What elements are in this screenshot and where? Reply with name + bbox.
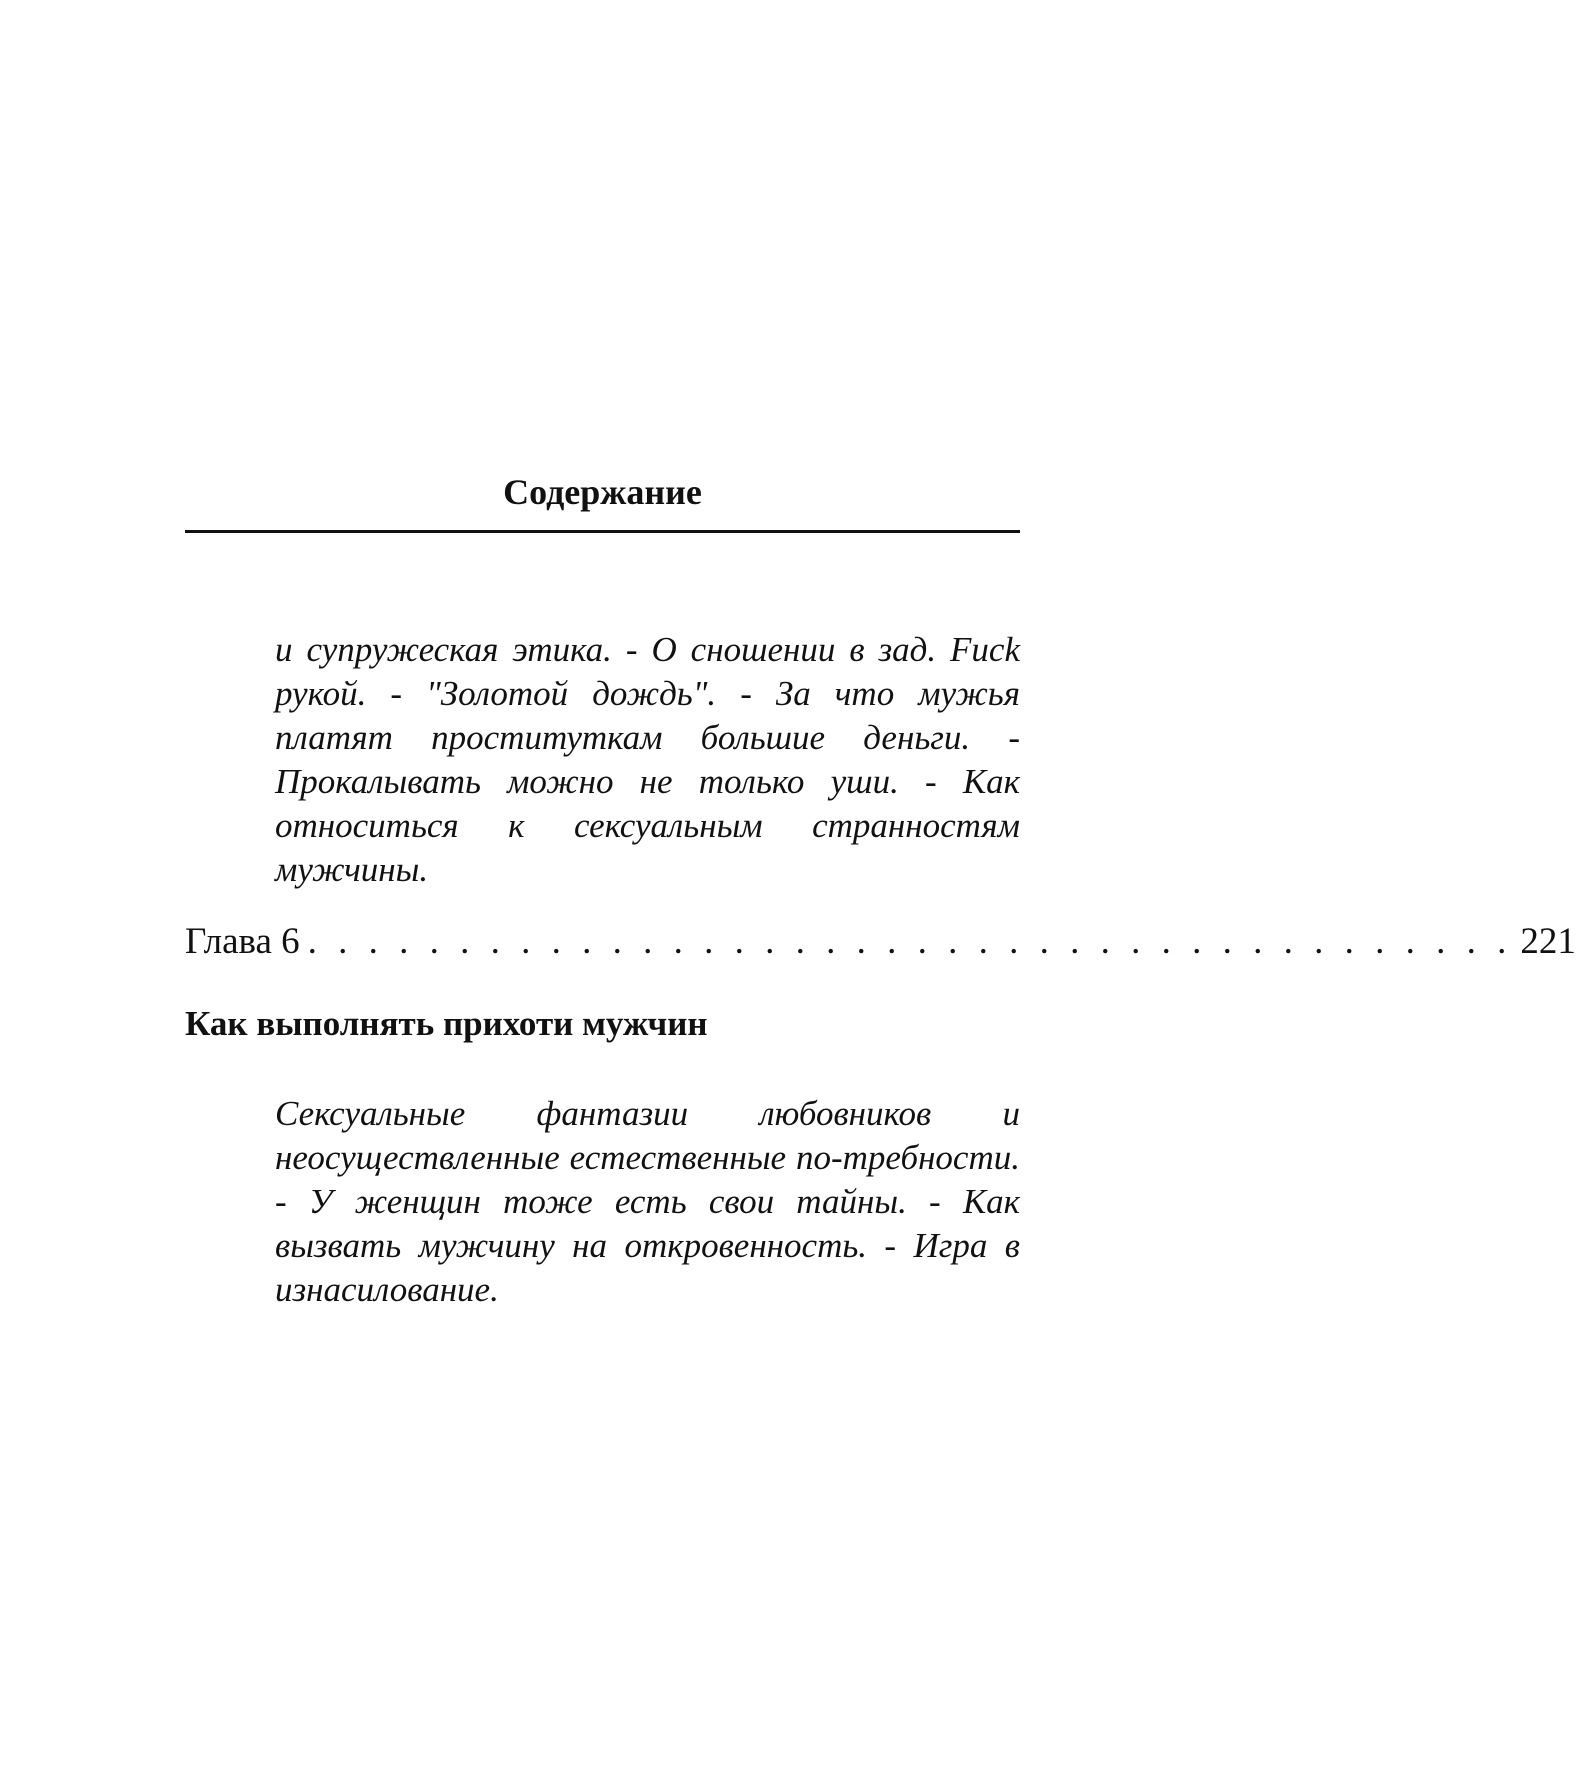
running-head: Содержание bbox=[503, 472, 702, 512]
chapter-6-annotation: Сексуальные фантазии любовников и неосуществленные естественные по-требности. - У женщин тоже есть свои тайны. - Как вызвать мужчину на откровенность. - Игра в изнасилование. bbox=[275, 1094, 1020, 1309]
chapter-5-annotation: и супружеская этика. - О сношении в зад. Fuck рукой. - "Золотой дождь". - За что мужья платят проституткам большие деньги. - Прокалывать можно не только уши. - Как относиться к сексуальным странностям мужчины. bbox=[275, 630, 1020, 889]
chapter-6-title: Как выполнять прихоти мужчин bbox=[185, 1004, 708, 1043]
toc-entry-label: Глава 6 bbox=[185, 921, 300, 962]
toc-dot-leader: . . . . . . . . . . . . . . . . . . . . . . . . . . . . . . . . . . . . . . . . bbox=[307, 921, 1513, 962]
toc-page-number: 221 bbox=[1520, 921, 1576, 962]
toc-entry-chapter-6[interactable] bbox=[185, 919, 1576, 965]
header-rule bbox=[185, 530, 1020, 533]
